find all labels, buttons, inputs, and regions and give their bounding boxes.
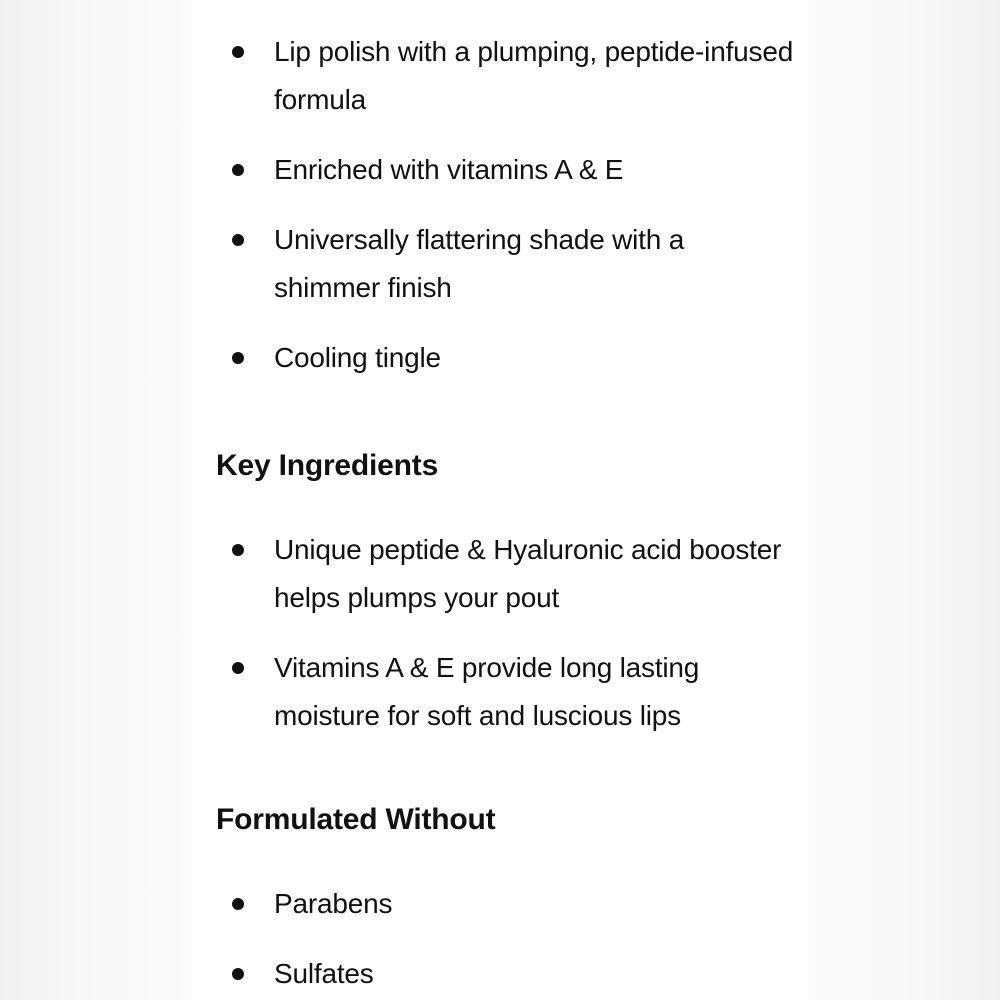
features-list xyxy=(216,28,794,382)
formulated-without-list xyxy=(216,880,794,998)
bullet-icon xyxy=(232,234,244,246)
excluded-text: Sulfates xyxy=(274,958,374,989)
excluded-text: Parabens xyxy=(274,888,393,919)
bullet-icon xyxy=(232,544,244,556)
bullet-icon xyxy=(232,352,244,364)
excluded-item xyxy=(216,880,794,928)
ingredient-item xyxy=(216,644,794,740)
key-ingredients-heading: Key Ingredients xyxy=(216,449,439,482)
formulated-without-heading: Formulated Without xyxy=(216,803,496,836)
bullet-icon xyxy=(232,662,244,674)
feature-item xyxy=(216,146,794,194)
feature-item xyxy=(216,216,794,312)
feature-text: Universally flattering shade with a shimmer finish xyxy=(274,224,685,303)
ingredient-item xyxy=(216,526,794,622)
ingredient-text: Unique peptide & Hyaluronic acid booster helps plumps your pout xyxy=(274,534,782,613)
product-description-panel xyxy=(192,0,808,1000)
feature-text: Enriched with vitamins A & E xyxy=(274,154,624,185)
ingredient-text: Vitamins A & E provide long lasting moisture for soft and luscious lips xyxy=(274,652,700,731)
excluded-item xyxy=(216,950,794,998)
feature-text: Lip polish with a plumping, peptide-infused formula xyxy=(274,36,794,115)
feature-text: Cooling tingle xyxy=(274,342,441,373)
feature-item xyxy=(216,28,794,124)
bullet-icon xyxy=(232,898,244,910)
key-ingredients-list xyxy=(216,526,794,740)
bullet-icon xyxy=(232,46,244,58)
feature-item xyxy=(216,334,794,382)
bullet-icon xyxy=(232,968,244,980)
bullet-icon xyxy=(232,164,244,176)
